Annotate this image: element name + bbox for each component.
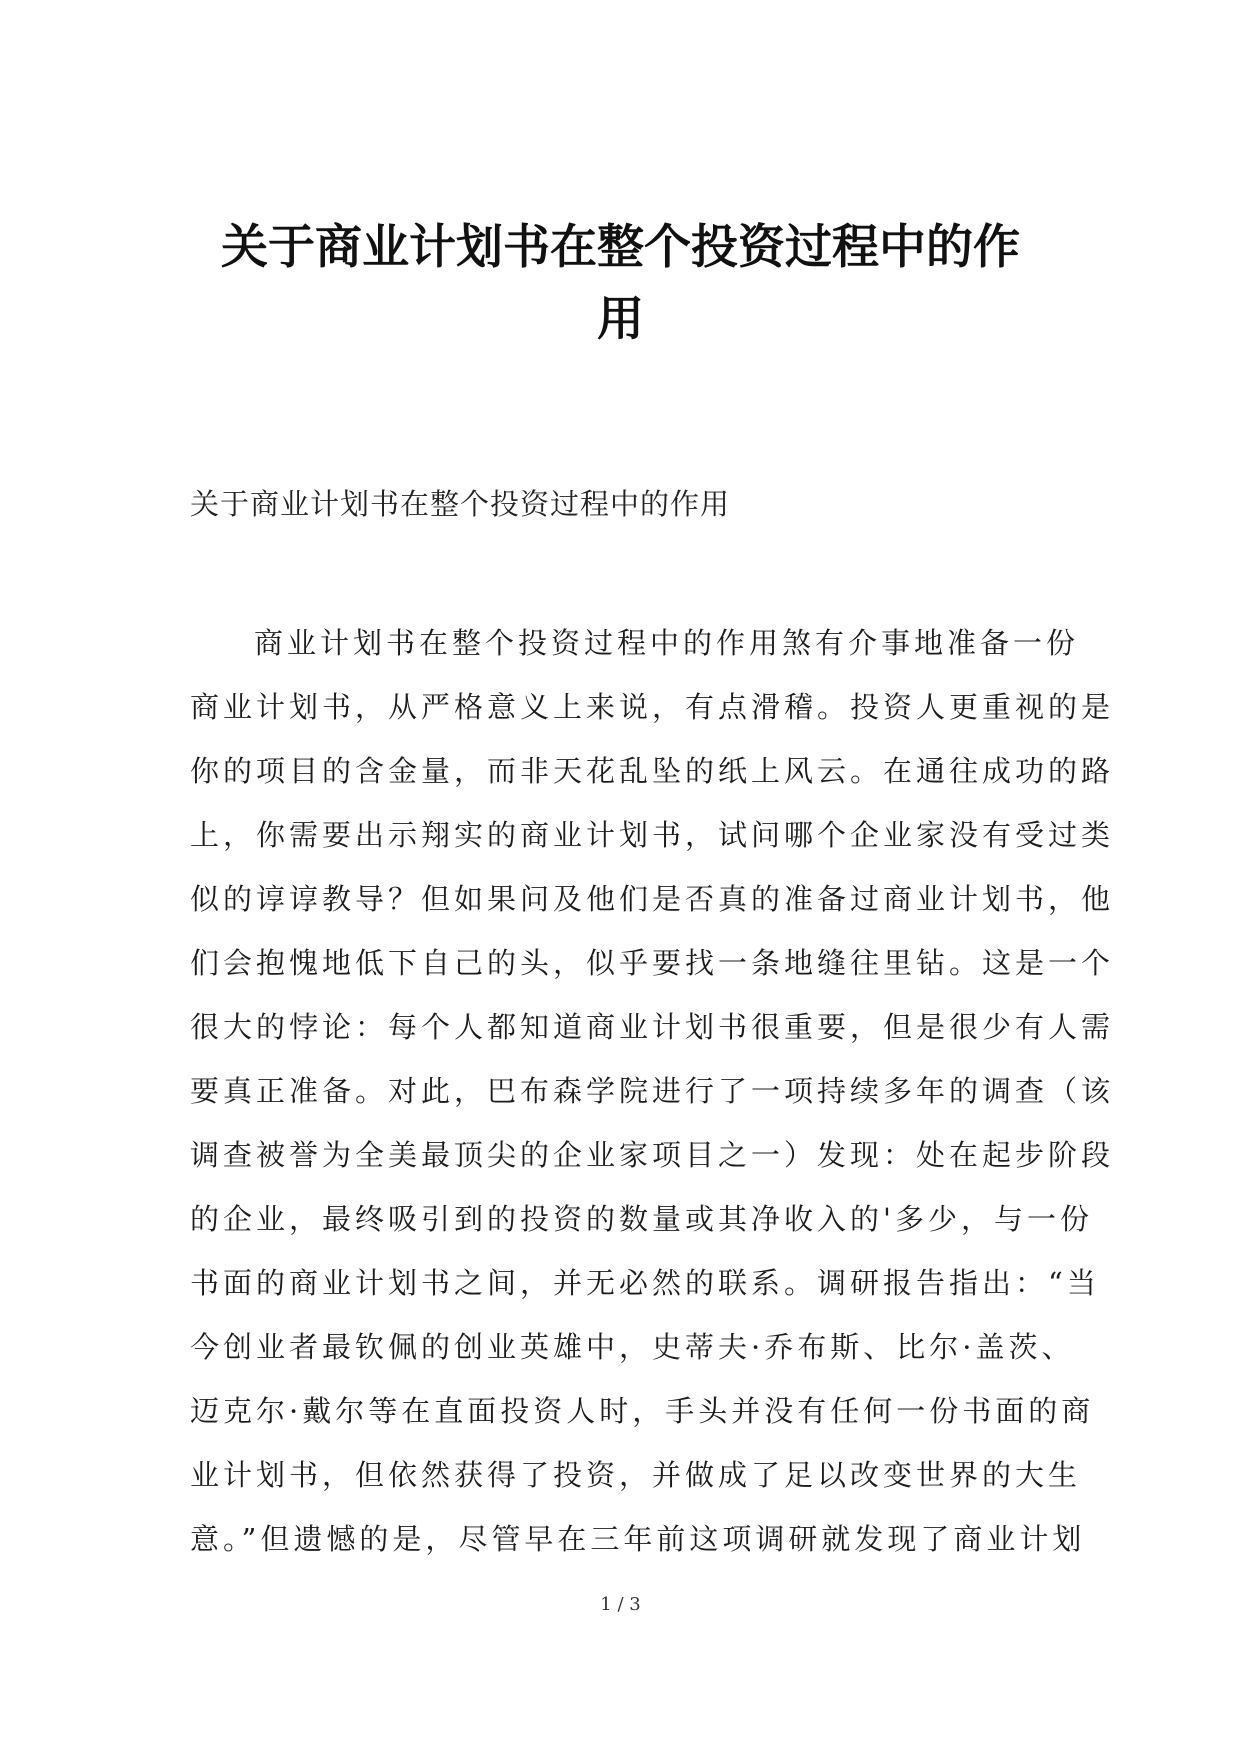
body-line: 的企业，最终吸引到的投资的数量或其净收入的'多少，与一份 (190, 1202, 1093, 1236)
document-title (190, 212, 1051, 356)
body-line: 商业计划书，从严格意义上来说，有点滑稽。投资人更重视的是 (190, 690, 1115, 724)
body-paragraph (190, 611, 1115, 1571)
body-line: 很大的悖论：每个人都知道商业计划书很重要，但是很少有人需 (190, 1010, 1115, 1044)
body-line: 业计划书，但依然获得了投资，并做成了足以改变世界的大生 (190, 1458, 1082, 1492)
body-line: 迈克尔·戴尔等在直面投资人时，手头并没有任何一份书面的商 (190, 1394, 1095, 1428)
page-number: 1 / 3 (600, 1594, 641, 1615)
body-line: 意。”但遗憾的是，尽管早在三年前这项调研就发现了商业计划 (190, 1522, 1086, 1556)
body-line: 你的项目的含金量，而非天花乱坠的纸上风云。在通往成功的路 (190, 754, 1115, 788)
body-line: 书面的商业计划书之间，并无必然的联系。调研报告指出：“当 (190, 1266, 1100, 1300)
body-line: 上，你需要出示翔实的商业计划书，试问哪个企业家没有受过类 (190, 818, 1115, 852)
body-line: 商业计划书在整个投资过程中的作用煞有介事地准备一份 (254, 626, 1080, 660)
document-subtitle: 关于商业计划书在整个投资过程中的作用 (190, 487, 731, 521)
body-line: 今创业者最钦佩的创业英雄中，史蒂夫·乔布斯、比尔·盖茨、 (190, 1330, 1075, 1364)
body-line: 们会抱愧地低下自己的头，似乎要找一条地缝往里钻。这是一个 (190, 946, 1115, 980)
title-line-1: 关于商业计划书在整个投资过程中的作 (221, 220, 1020, 275)
body-line: 调查被誉为全美最顶尖的企业家项目之一）发现：处在起步阶段 (190, 1138, 1115, 1172)
body-line: 要真正准备。对此，巴布森学院进行了一项持续多年的调查（该 (190, 1074, 1115, 1108)
body-line: 似的谆谆教导？但如果问及他们是否真的准备过商业计划书，他 (190, 882, 1115, 916)
title-line-2: 用 (597, 292, 644, 347)
